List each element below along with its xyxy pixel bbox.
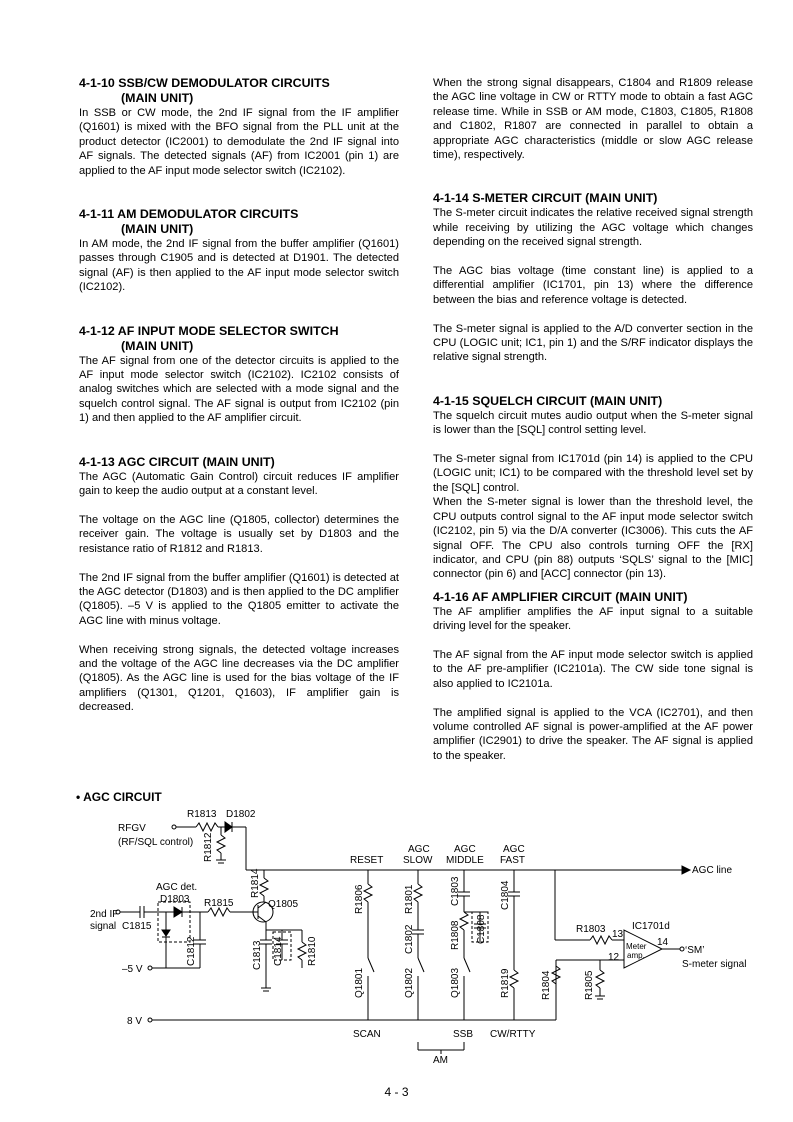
label-c1813: C1813: [252, 940, 263, 970]
section-4-1-15: [433, 394, 753, 582]
label-q1805: Q1805: [268, 899, 299, 910]
label-r1806: R1806: [354, 884, 365, 914]
label-q1801: Q1801: [354, 967, 365, 998]
label-c1815: C1815: [122, 921, 152, 932]
label-scan: SCAN: [353, 1029, 381, 1040]
label-smeter-signal: S-meter signal: [682, 959, 747, 970]
section-heading: 4-1-11 AM DEMODULATOR CIRCUITS (MAIN UNIT): [79, 207, 299, 237]
paragraph: The AGC (Automatic Gain Control) circuit reduces IF amplifier gain to keep the audio output at a constant level.: [79, 470, 399, 498]
label-middle: MIDDLE: [446, 855, 484, 866]
label-neg5v: –5 V: [122, 964, 143, 975]
section-4-1-10: [79, 76, 399, 178]
diagram-title: • AGC CIRCUIT: [76, 790, 162, 804]
section-heading: 4-1-10 SSB/CW DEMODULATOR CIRCUITS (MAIN UNIT): [79, 76, 330, 105]
paragraph: When the strong signal disappears, C1804 and R1809 release the AGC line voltage in CW or RTTY mode to obtain a fast AGC release time. While in SSB or AM mode, C1803, C1805, R1808 and C1802, R1807 are connected in parallel to obtain a appropriate AGC characteristics (middle or slow AGC release time), respectively.: [433, 77, 753, 162]
section-4-1-13: [79, 455, 399, 715]
label-r1808: R1808: [450, 920, 461, 950]
paragraph: The AF signal from the AF input mode selector switch is applied to the AF pre-amplifier (IC2101a). The CW side tone signal is also applied to IC2101a.: [433, 648, 753, 690]
section-4-1-11: [79, 207, 399, 295]
paragraph: The S-meter signal is applied to the A/D converter section in the CPU (LOGIC unit; IC1, pin 1) and the S/RF indicator displays the relative signal strength.: [433, 322, 753, 364]
label-cwrtty: CW/RTTY: [490, 1029, 536, 1040]
label-pin14: 14: [657, 937, 669, 948]
section-heading: 4-1-15 SQUELCH CIRCUIT (MAIN UNIT): [433, 393, 663, 408]
paragraph: The S-meter signal from IC1701d (pin 14) is applied to the CPU (LOGIC unit; IC1) to be compared with the threshold level set by the [SQL] control.: [433, 453, 753, 494]
paragraph: In AM mode, the 2nd IF signal from the buffer amplifier (Q1601) passes through C1905 and is detected at D1901. The detected signal (AF) is then applied to the AF input mode selector switch (IC2102).: [79, 238, 399, 294]
label-d1802: D1802: [226, 809, 256, 820]
label-r1812: R1812: [203, 832, 214, 862]
right-column: [433, 76, 753, 763]
page-number: 4 - 3: [384, 1085, 409, 1099]
label-c1814: C1814: [273, 936, 284, 966]
label-agc-middle: AGC: [454, 844, 476, 855]
label-pin13: 13: [612, 929, 624, 940]
section-4-1-12: [79, 324, 399, 426]
label-fast: FAST: [500, 855, 526, 866]
label-ssb: SSB: [453, 1029, 474, 1040]
label-agc-fast: AGC: [503, 844, 525, 855]
label-meter: Meter: [626, 942, 647, 951]
paragraph: When receiving strong signals, the detected voltage increases and the voltage of the AGC line decreases via the DC amplifier (Q1805). As the AGC line is used for the bias voltage of the IF amplifiers (Q1301, Q1201, Q1603), IF amplifier gain is decreased.: [79, 643, 399, 714]
label-r1819: R1819: [500, 968, 511, 998]
label-signal: signal: [90, 921, 117, 932]
label-ic1701d: IC1701d: [632, 921, 670, 932]
label-r1815: R1815: [204, 898, 234, 909]
label-r1804: R1804: [541, 970, 552, 1000]
label-agc-slow: AGC: [408, 844, 430, 855]
paragraph: The voltage on the AGC line (Q1805, collector) determines the receiver gain. The voltage is usually set by D1803 and the resistance ratio of R1812 and R1813.: [79, 513, 399, 555]
label-slow: SLOW: [403, 855, 433, 866]
paragraph: When the S-meter signal is lower than the threshold level, the CPU outputs control signal to the AF input mode selector switch (IC2102, pin 5) via the D/A converter (IC3006). This cuts the AF signal OFF. The CPU also controls turning OFF the [RX] indicator, and CPU (pin 88) outputs ‘SQLS’ signal to the [MIC] connector (pin 6) and [ACC] connector (pin 13).: [433, 496, 753, 581]
section-heading: 4-1-12 AF INPUT MODE SELECTOR SWITCH (MAIN UNIT): [79, 323, 339, 353]
label-agc-det: AGC det.: [156, 882, 198, 893]
label-c1812: C1812: [186, 936, 197, 966]
label-r1814: R1814: [250, 868, 261, 898]
label-c1804: C1804: [500, 880, 511, 910]
label-sm: ‘SM’: [685, 945, 705, 956]
paragraph: The amplified signal is applied to the VCA (IC2701), and then volume controlled AF signal is power-amplified at the AF power amplifier (IC2901) to drive the speaker. The AF signal is applied to the speaker.: [433, 706, 753, 762]
label-q1803: Q1803: [450, 967, 461, 998]
paragraph: The 2nd IF signal from the buffer amplifier (Q1601) is detected at the AGC detector (D1803) and is then applied to the DC amplifier (Q1805). –5 V is applied to the Q1805 emitter to activate the AGC line with minus voltage.: [79, 571, 399, 627]
label-8v: 8 V: [127, 1016, 143, 1027]
label-r1813: R1813: [187, 809, 217, 820]
label-amp: amp.: [627, 951, 645, 960]
label-agc-line: AGC line: [692, 865, 733, 876]
label-pin12: 12: [608, 952, 620, 963]
label-rfsql: (RF/SQL control): [118, 837, 194, 848]
paragraph: The AF amplifier amplifies the AF input signal to a suitable driving level for the speaker.: [433, 605, 753, 633]
label-r1810: R1810: [307, 936, 318, 966]
section-4-1-16: [433, 590, 753, 763]
agc-circuit-diagram: [0, 800, 793, 1070]
label-d1803: D1803: [160, 894, 190, 905]
section-heading: 4-1-14 S-METER CIRCUIT (MAIN UNIT): [433, 191, 658, 206]
label-c1802: C1802: [404, 924, 415, 954]
label-r1805: R1805: [584, 970, 595, 1000]
paragraph: The S-meter circuit indicates the relative received signal strength while receiving by utilizing the AGC voltage which changes depending on the received signal strength.: [433, 207, 753, 249]
label-r1803: R1803: [576, 924, 606, 935]
left-column: [79, 76, 399, 715]
section-heading: 4-1-16 AF AMPLIFIER CIRCUIT (MAIN UNIT): [433, 589, 688, 604]
label-c1803: C1803: [450, 876, 461, 906]
label-q1802: Q1802: [404, 967, 415, 998]
paragraph: The AF signal from one of the detector circuits is applied to the AF input mode selector switch (IC2102). IC2102 consists of analog switches which are selected with a mode signal and the squelch control signal. The AF signal is output from IC2102 (pin 1) and then applied to the AF amplifier circuit.: [79, 354, 399, 425]
label-am: AM: [433, 1055, 448, 1066]
label-2nd-if: 2nd IF: [90, 909, 119, 920]
paragraph: The AGC bias voltage (time constant line) is applied to a differential amplifier (IC1701, pin 13) where the difference between the bias and reference voltage is detected.: [433, 265, 753, 306]
paragraph: The squelch circuit mutes audio output when the S-meter signal is lower than the [SQL] control setting level.: [433, 409, 753, 437]
section-heading: 4-1-13 AGC CIRCUIT (MAIN UNIT): [79, 454, 275, 469]
section-4-1-14: [433, 191, 753, 364]
label-rfgv: RFGV: [118, 823, 146, 834]
label-r1801: R1801: [404, 884, 415, 914]
label-c1808: C1808: [476, 914, 487, 944]
label-reset: RESET: [350, 855, 384, 866]
paragraph: In SSB or CW mode, the 2nd IF signal from the IF amplifier (Q1601) is mixed with the BFO signal from the PLL unit at the product detector (IC2001) to demodulate the 2nd IF signal into AF signals. The detected signals (AF) from IC2001 (pin 1) are applied to the AF input mode selector switch (IC2102).: [79, 107, 399, 177]
